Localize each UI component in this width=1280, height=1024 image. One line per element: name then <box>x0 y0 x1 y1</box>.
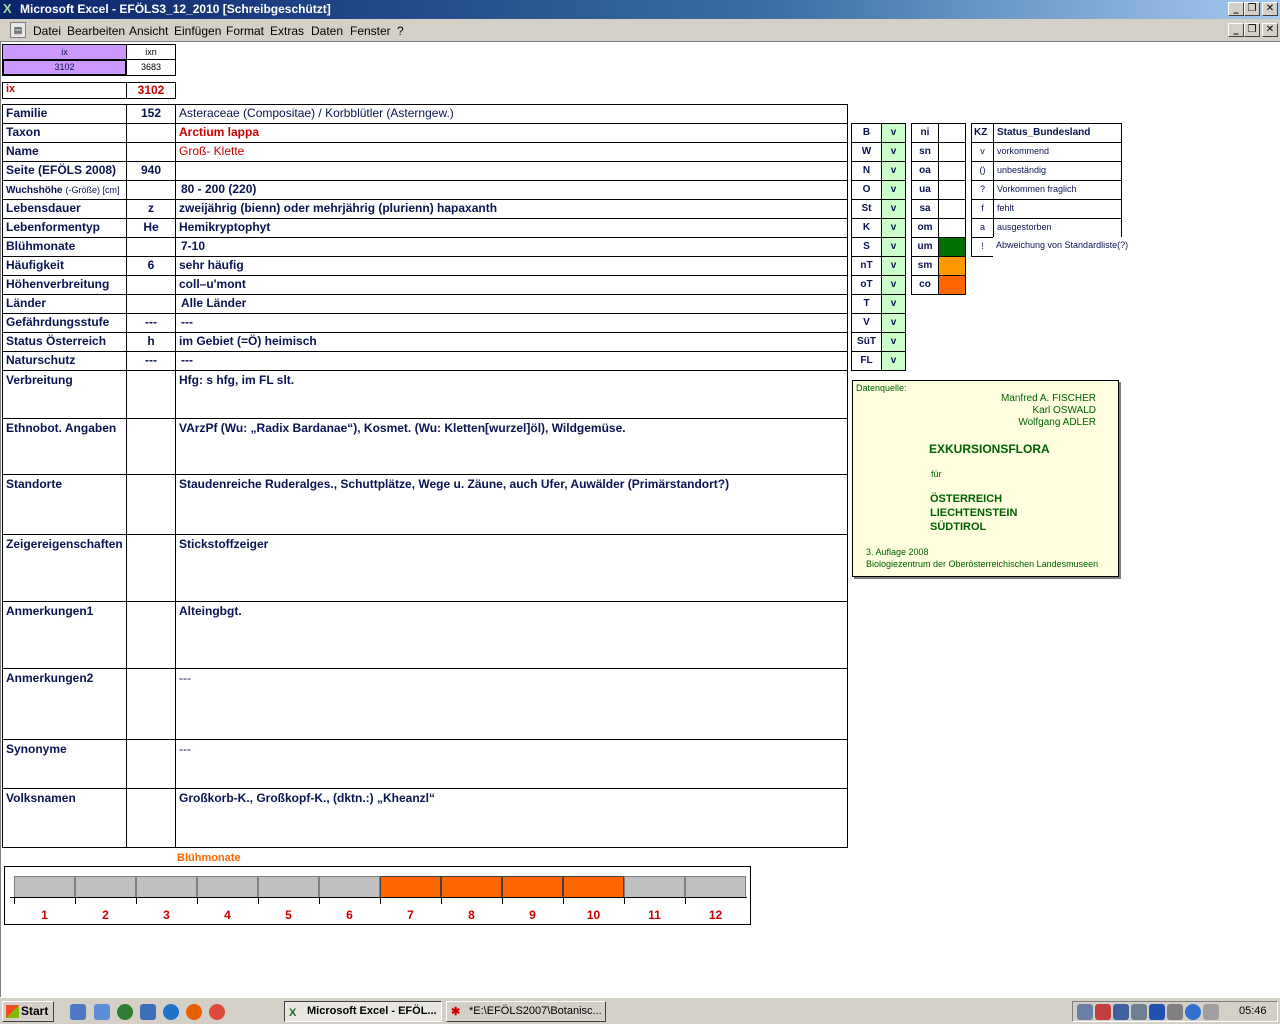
bloom-month-label-12: 12 <box>708 908 723 922</box>
bloom-tick <box>75 898 76 904</box>
row-value-3[interactable] <box>175 161 848 181</box>
legend-code-0[interactable]: v <box>971 142 994 162</box>
row-label-text: Lebenformentyp <box>6 220 101 234</box>
menu-ansicht[interactable]: Ansicht <box>129 24 169 38</box>
altitude-code-6[interactable]: um <box>911 237 939 257</box>
section-code-6[interactable] <box>126 739 176 789</box>
bloom-bar-month-5 <box>258 876 319 898</box>
row-label-text: Höhenverbreitung <box>6 277 110 291</box>
row-label-text: Naturschutz <box>6 353 76 367</box>
bloom-month-label-2: 2 <box>102 908 109 922</box>
legend-code-3[interactable]: f <box>971 199 994 219</box>
altitude-code-0[interactable]: ni <box>911 123 939 143</box>
bloom-bar-month-4 <box>197 876 258 898</box>
ixn-value-cell[interactable]: 3683 <box>126 59 176 76</box>
row-label-text: Blühmonate <box>6 239 76 253</box>
row-label-9[interactable] <box>2 275 127 295</box>
row-code-6[interactable]: He <box>126 218 176 238</box>
menu-daten[interactable]: Daten <box>311 24 344 38</box>
row-value-12[interactable]: im Gebiet (=Ö) heimisch <box>175 332 848 352</box>
row-label-13[interactable] <box>2 351 127 371</box>
row-value-13[interactable]: --- <box>175 351 848 371</box>
state-code-6[interactable]: S <box>851 237 882 257</box>
bloom-tick <box>441 898 442 904</box>
state-code-11[interactable]: SüT <box>851 332 882 352</box>
bloom-tick <box>319 898 320 904</box>
menu-extras[interactable]: Extras <box>270 24 305 38</box>
menu-format[interactable]: Format <box>226 24 265 38</box>
bloom-tick <box>380 898 381 904</box>
publisher-text: Biologiezentrum der Oberösterreichischen Landesmuseen <box>866 559 1099 569</box>
bloom-month-label-7: 7 <box>407 908 414 922</box>
altitude-color-4[interactable] <box>938 199 966 219</box>
state-value-4[interactable]: v <box>881 199 906 219</box>
section-code-0[interactable] <box>126 370 176 419</box>
altitude-color-6[interactable] <box>938 237 966 257</box>
row-label-0[interactable] <box>2 104 127 124</box>
row-label-text: Taxon <box>6 125 41 139</box>
bloom-month-label-8: 8 <box>468 908 475 922</box>
state-code-2[interactable]: N <box>851 161 882 181</box>
legend-code-2[interactable]: ? <box>971 180 994 200</box>
row-label-text: Häufigkeit <box>6 258 65 272</box>
author-1: Manfred A. FISCHER <box>1000 393 1096 404</box>
row-code-5[interactable]: z <box>126 199 176 219</box>
task-excel[interactable] <box>284 1001 442 1022</box>
bloom-bar-month-11 <box>624 876 685 898</box>
restore-button[interactable]: ❐ <box>1244 2 1260 16</box>
row-label-4[interactable] <box>2 180 127 200</box>
legend-code-4[interactable]: a <box>971 218 994 238</box>
row-label-8[interactable] <box>2 256 127 276</box>
media-player-icon[interactable] <box>117 1004 133 1020</box>
section-value-0[interactable]: Hfg: s hfg, im FL slt. <box>175 370 848 419</box>
altitude-code-1[interactable]: sn <box>911 142 939 162</box>
region-3: SÜDTIROL <box>930 521 987 533</box>
tray-icon-2[interactable] <box>1095 1004 1111 1020</box>
bloom-month-label-5: 5 <box>285 908 292 922</box>
minimize-button[interactable]: _ <box>1228 2 1244 16</box>
section-value-6[interactable]: --- <box>175 739 848 789</box>
section-label-4[interactable]: Anmerkungen1 <box>2 601 127 669</box>
altitude-color-7[interactable] <box>938 256 966 276</box>
show-desktop-icon[interactable] <box>70 1004 86 1020</box>
section-label-0[interactable]: Verbreitung <box>2 370 127 419</box>
state-code-7[interactable]: nT <box>851 256 882 276</box>
row-label-text: Wuchshöhe <box>6 185 63 196</box>
section-value-7[interactable]: Großkorb-K., Großkopf-K., (dktn.:) „Kheanzl“ <box>175 788 848 848</box>
bloom-tick <box>14 898 15 904</box>
state-value-3[interactable]: v <box>881 180 906 200</box>
state-code-9[interactable]: T <box>851 294 882 314</box>
legend-header-code[interactable]: KZ <box>971 123 994 143</box>
system-tray <box>1072 1001 1278 1022</box>
row-label-3[interactable] <box>2 161 127 181</box>
altitude-color-8[interactable] <box>938 275 966 295</box>
tray-icon-7[interactable] <box>1185 1004 1201 1020</box>
legend-label-5[interactable]: Abweichung von Standardliste(?) <box>993 237 1122 257</box>
state-value-6[interactable]: v <box>881 237 906 257</box>
legend-label-3[interactable]: fehlt <box>993 199 1122 219</box>
row-code-1[interactable] <box>126 123 176 143</box>
bloom-bar-month-2 <box>75 876 136 898</box>
section-code-7[interactable] <box>126 788 176 848</box>
legend-code-1[interactable]: () <box>971 161 994 181</box>
bloom-month-label-1: 1 <box>41 908 48 922</box>
section-label-3[interactable]: Zeigereigenschaften <box>2 534 127 602</box>
tray-icon-6[interactable] <box>1167 1004 1183 1020</box>
row-label-11[interactable] <box>2 313 127 333</box>
row-code-10[interactable] <box>126 294 176 314</box>
row-value-10[interactable]: Alle Länder <box>175 294 848 314</box>
ix-display-cell[interactable]: 3102 <box>126 82 176 99</box>
internet-explorer-icon[interactable] <box>163 1004 179 1020</box>
edition-text: 3. Auflage 2008 <box>866 547 929 557</box>
row-label-7[interactable] <box>2 237 127 257</box>
row-code-4[interactable] <box>126 180 176 200</box>
network-icon[interactable] <box>140 1004 156 1020</box>
section-value-5[interactable]: --- <box>175 668 848 740</box>
tray-icon-4[interactable] <box>1131 1004 1147 1020</box>
row-code-12[interactable]: h <box>126 332 176 352</box>
section-code-3[interactable] <box>126 534 176 602</box>
row-value-0[interactable]: Asteraceae (Compositae) / Korbblütler (Asterngew.) <box>175 104 848 124</box>
state-value-0[interactable]: v <box>881 123 906 143</box>
title-bar <box>0 0 1280 19</box>
task-editor-label: *E:\EFÖLS2007\Botanisc... <box>469 1005 602 1017</box>
task-editor[interactable] <box>446 1001 606 1022</box>
menu-bar <box>0 19 1280 42</box>
altitude-code-4[interactable]: sa <box>911 199 939 219</box>
bloom-tick <box>624 898 625 904</box>
section-label-1[interactable]: Ethnobot. Angaben <box>2 418 127 475</box>
bloom-bar-month-9 <box>502 876 563 898</box>
bloom-bar-month-10 <box>563 876 624 898</box>
datasource-heading: Datenquelle: <box>856 383 907 393</box>
tray-icon-5[interactable] <box>1149 1004 1165 1020</box>
row-code-9[interactable] <box>126 275 176 295</box>
bloom-tick <box>685 898 686 904</box>
datasource-note <box>852 380 1119 577</box>
bloom-month-label-9: 9 <box>529 908 536 922</box>
state-value-5[interactable]: v <box>881 218 906 238</box>
altitude-code-7[interactable]: sm <box>911 256 939 276</box>
explorer-icon[interactable] <box>94 1004 110 1020</box>
altitude-color-3[interactable] <box>938 180 966 200</box>
start-button[interactable] <box>2 1001 54 1022</box>
firefox-icon[interactable] <box>186 1004 202 1020</box>
region-2: LIECHTENSTEIN <box>930 507 1018 519</box>
bloom-tick <box>563 898 564 904</box>
ix-value-cell[interactable]: 3102 <box>2 59 127 76</box>
menu-datei[interactable]: Datei <box>33 24 62 38</box>
bloom-bar-month-12 <box>685 876 746 898</box>
tray-icon-3[interactable] <box>1113 1004 1129 1020</box>
row-value-2[interactable]: Groß- Klette <box>175 142 848 162</box>
row-value-4[interactable]: 80 - 200 (220) <box>175 180 848 200</box>
section-value-1[interactable]: VArzPf (Wu: „Radix Bardanae“), Kosmet. (Wu: Kletten[wurzel]öl), Wildgemüse. <box>175 418 848 475</box>
bloom-bar-month-8 <box>441 876 502 898</box>
row-label-text: Lebensdauer <box>6 201 81 215</box>
legend-label-1[interactable]: unbeständig <box>993 161 1122 181</box>
state-value-7[interactable]: v <box>881 256 906 276</box>
close-button[interactable]: ✕ <box>1262 2 1278 16</box>
excel-icon[interactable]: X <box>3 1 12 16</box>
author-3: Wolfgang ADLER <box>1018 417 1096 428</box>
clock: 05:46 <box>1239 1005 1267 1017</box>
fuer-text: für <box>931 469 942 479</box>
altitude-code-5[interactable]: om <box>911 218 939 238</box>
altitude-code-8[interactable]: co <box>911 275 939 295</box>
chrome-icon[interactable] <box>209 1004 225 1020</box>
section-label-5[interactable]: Anmerkungen2 <box>2 668 127 740</box>
bloom-tick <box>197 898 198 904</box>
menu-fenster[interactable]: Fenster <box>350 24 391 38</box>
row-value-11[interactable]: --- <box>175 313 848 333</box>
row-label-text: Gefährdungsstufe <box>6 315 110 329</box>
row-code-2[interactable] <box>126 142 176 162</box>
altitude-color-1[interactable] <box>938 142 966 162</box>
row-label-5[interactable] <box>2 199 127 219</box>
start-label: Start <box>21 1004 49 1018</box>
state-code-1[interactable]: W <box>851 142 882 162</box>
row-label-text: Familie <box>6 106 48 120</box>
state-value-9[interactable]: v <box>881 294 906 314</box>
row-code-0[interactable]: 152 <box>126 104 176 124</box>
row-code-3[interactable]: 940 <box>126 161 176 181</box>
row-label-suffix: (-Größe) [cm] <box>65 185 120 195</box>
workbook-close-button[interactable]: ✕ <box>1262 23 1278 37</box>
row-label-6[interactable] <box>2 218 127 238</box>
section-value-3[interactable]: Stickstoffzeiger <box>175 534 848 602</box>
state-value-12[interactable]: v <box>881 351 906 371</box>
state-code-10[interactable]: V <box>851 313 882 333</box>
row-label-text: Seite (EFÖLS 2008) <box>6 163 117 177</box>
bloom-bar-month-3 <box>136 876 197 898</box>
state-code-0[interactable]: B <box>851 123 882 143</box>
state-code-5[interactable]: K <box>851 218 882 238</box>
state-code-3[interactable]: O <box>851 180 882 200</box>
ixn-header-cell[interactable]: ixn <box>126 44 176 60</box>
windows-logo-icon <box>6 1005 19 1018</box>
section-code-5[interactable] <box>126 668 176 740</box>
altitude-color-0[interactable] <box>938 123 966 143</box>
workbook-restore-button[interactable]: ❐ <box>1244 23 1260 37</box>
row-code-7[interactable] <box>126 237 176 257</box>
taskbar <box>0 997 1280 1024</box>
section-value-2[interactable]: Staudenreiche Ruderalges., Schuttplätze, Wege u. Zäune, auch Ufer, Auwälder (Primärstandort?) <box>175 474 848 535</box>
section-label-6[interactable]: Synonyme <box>2 739 127 789</box>
bloom-tick <box>502 898 503 904</box>
state-value-8[interactable]: v <box>881 275 906 295</box>
bloom-month-label-6: 6 <box>346 908 353 922</box>
workbook-icon[interactable]: ▤ <box>10 22 26 38</box>
bloom-month-label-3: 3 <box>163 908 170 922</box>
flora-title: EXKURSIONSFLORA <box>929 442 1050 456</box>
altitude-code-3[interactable]: ua <box>911 180 939 200</box>
workbook-minimize-button[interactable]: _ <box>1228 23 1244 37</box>
row-value-6[interactable]: Hemikryptophyt <box>175 218 848 238</box>
section-code-1[interactable] <box>126 418 176 475</box>
bloom-bar-month-1 <box>14 876 75 898</box>
row-value-1[interactable]: Arctium lappa <box>175 123 848 143</box>
task-excel-label: Microsoft Excel - EFÖL... <box>307 1005 437 1017</box>
altitude-color-2[interactable] <box>938 161 966 181</box>
tray-icon-1[interactable] <box>1077 1004 1093 1020</box>
altitude-code-2[interactable]: oa <box>911 161 939 181</box>
author-2: Karl OSWALD <box>1032 405 1096 416</box>
state-code-12[interactable]: FL <box>851 351 882 371</box>
legend-header-label[interactable]: Status_Bundesland <box>993 123 1122 143</box>
ix-label-cell[interactable]: ix <box>2 82 127 99</box>
section-value-4[interactable]: Alteingbgt. <box>175 601 848 669</box>
section-code-4[interactable] <box>126 601 176 669</box>
legend-label-2[interactable]: Vorkommen fraglich <box>993 180 1122 200</box>
row-label-10[interactable] <box>2 294 127 314</box>
excel-task-icon: X <box>289 1007 297 1019</box>
state-code-8[interactable]: oT <box>851 275 882 295</box>
row-value-9[interactable]: coll–u'mont <box>175 275 848 295</box>
bloom-tick <box>258 898 259 904</box>
bloom-bar-month-7 <box>380 876 441 898</box>
row-label-12[interactable] <box>2 332 127 352</box>
section-code-2[interactable] <box>126 474 176 535</box>
row-label-text: Länder <box>6 296 47 310</box>
region-1: ÖSTERREICH <box>930 493 1003 505</box>
menu-help[interactable]: ? <box>397 24 404 38</box>
row-label-text: Name <box>6 144 39 158</box>
state-code-4[interactable]: St <box>851 199 882 219</box>
row-value-8[interactable]: sehr häufig <box>175 256 848 276</box>
row-label-text: Status Österreich <box>6 334 107 348</box>
state-value-1[interactable]: v <box>881 142 906 162</box>
tray-icon-8[interactable] <box>1203 1004 1219 1020</box>
row-value-5[interactable]: zweijährig (bienn) oder mehrjährig (plurienn) hapaxanth <box>175 199 848 219</box>
legend-label-0[interactable]: vorkommend <box>993 142 1122 162</box>
menu-einfuegen[interactable]: Einfügen <box>174 24 222 38</box>
row-code-8[interactable]: 6 <box>126 256 176 276</box>
legend-label-4[interactable]: ausgestorben <box>993 218 1122 238</box>
window-title: Microsoft Excel - EFÖLS3_12_2010 [Schreibgeschützt] <box>20 2 331 16</box>
row-value-7[interactable]: 7-10 <box>175 237 848 257</box>
bloom-month-label-11: 11 <box>648 908 661 922</box>
row-label-2[interactable] <box>2 142 127 162</box>
bloom-bar-month-6 <box>319 876 380 898</box>
state-value-2[interactable]: v <box>881 161 906 181</box>
ix-header-cell[interactable]: ix <box>2 44 127 60</box>
altitude-color-5[interactable] <box>938 218 966 238</box>
legend-code-5[interactable]: ! <box>971 237 994 257</box>
state-value-10[interactable]: v <box>881 313 906 333</box>
editor-task-icon: ✱ <box>451 1006 461 1018</box>
bloom-axis-line <box>10 897 747 898</box>
row-code-11[interactable]: --- <box>126 313 176 333</box>
state-value-11[interactable]: v <box>881 332 906 352</box>
section-label-2[interactable]: Standorte <box>2 474 127 535</box>
row-code-13[interactable]: --- <box>126 351 176 371</box>
section-label-7[interactable]: Volksnamen <box>2 788 127 848</box>
menu-bearbeiten[interactable]: Bearbeiten <box>67 24 126 38</box>
bloom-month-label-4: 4 <box>224 908 231 922</box>
bloom-month-label-10: 10 <box>586 908 601 922</box>
bloom-tick <box>136 898 137 904</box>
bloom-chart-title: Blühmonate <box>177 852 241 864</box>
row-label-1[interactable] <box>2 123 127 143</box>
